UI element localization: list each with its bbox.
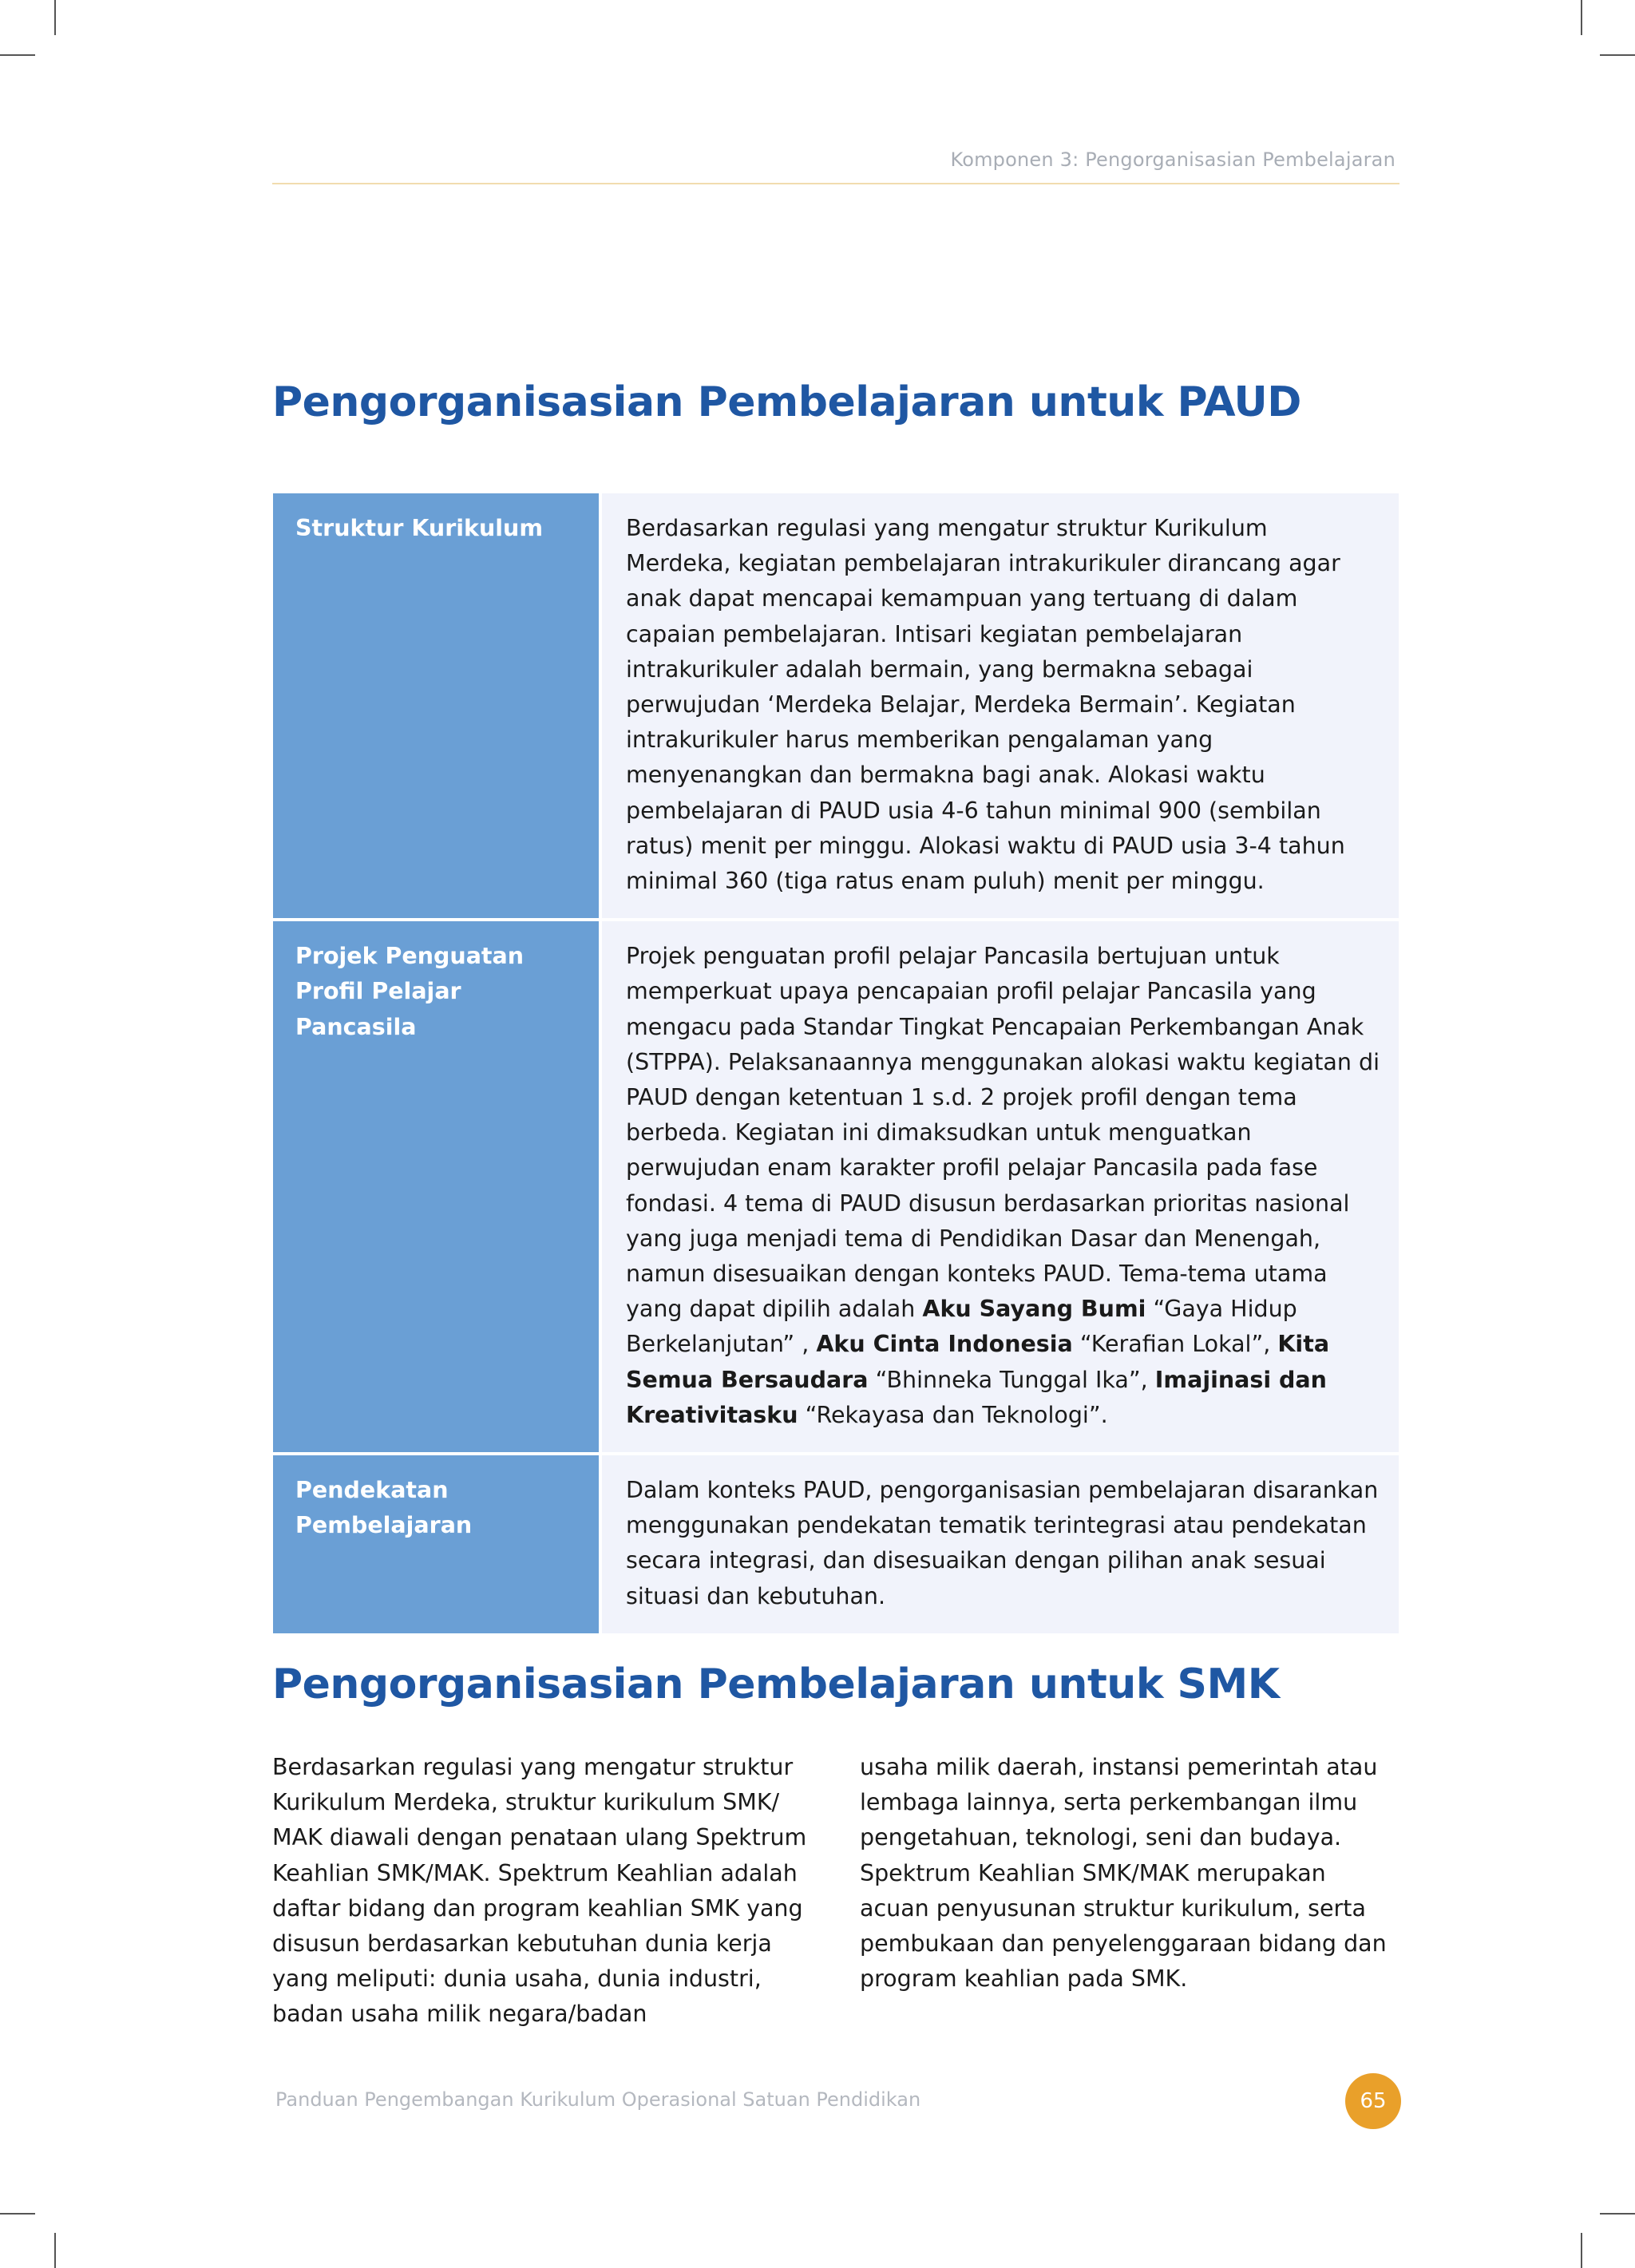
row-label-text: Struktur Kurikulum	[295, 515, 544, 541]
table-row	[273, 1454, 1399, 1633]
theme-name: Aku Cinta Indonesia	[816, 1331, 1073, 1358]
row-label-line: Pembelajaran	[295, 1512, 473, 1539]
running-footer: Panduan Pengembangan Kurikulum Operasional Satuan Pendidikan	[275, 2088, 921, 2111]
row-label-line: Pendekatan	[295, 1477, 449, 1504]
crop-mark	[0, 2213, 35, 2215]
crop-mark	[1600, 54, 1635, 56]
theme-desc: “Gaya Hidup Berkelanjutan” ,	[626, 1296, 1297, 1358]
theme-desc: “Kerafian Lokal”,	[1079, 1331, 1271, 1358]
smk-body	[272, 1750, 1399, 2032]
table-row	[273, 493, 1399, 920]
row-content-text: Projek penguatan profil pelajar Pancasila bertujuan untuk memperkuat upaya pencapaian profil pelajar Pancasila yang mengacu pada Standar Tingkat Pencapaian Perkembangan Anak (STPPA). Pelaksanaannya menggunakan alokasi waktu kegiatan di PAUD dengan ketentuan 1 s.d. 2 projek profil dengan tema berbeda. Kegiatan ini dimaksudkan untuk menguatkan perwujudan enam karakter profil pelajar Pancasila pada fase fondasi. 4 tema di PAUD disusun berdasarkan prioritas nasional yang juga menjadi tema di Pendidikan Dasar dan Menengah, namun disesuaikan dengan konteks PAUD. Tema-tema utama yang dapat dipilih adalah	[626, 943, 1380, 1323]
crop-mark	[1581, 2233, 1582, 2268]
crop-mark	[54, 2233, 56, 2268]
page-number-badge: 65	[1345, 2073, 1401, 2129]
section-title-smk: Pengorganisasian Pembelajaran untuk SMK	[272, 1660, 1280, 1708]
row-label-line: Profil Pelajar Pancasila	[295, 978, 461, 1040]
crop-mark	[54, 0, 56, 35]
theme-name: Aku Sayang Bumi	[922, 1296, 1146, 1323]
running-header: Komponen 3: Pengorganisasian Pembelajaran	[950, 148, 1395, 171]
table-row	[273, 920, 1399, 1454]
crop-mark	[0, 54, 35, 56]
row-content	[600, 920, 1399, 1454]
paragraph: Berdasarkan regulasi yang mengatur struktur Kurikulum Merdeka, struktur kurikulum SMK/ MAK diawali dengan penataan ulang Spektrum Keahlian SMK/MAK. Spektrum Keahlian adalah daftar bidang dan program keahlian SMK yang disusun berdasarkan kebutuhan dunia kerja yang meliputi: dunia usaha, dunia industri, badan usaha milik negara/badan	[272, 1754, 807, 2028]
section-title-paud: Pengorganisasian Pembelajaran untuk PAUD	[272, 378, 1301, 426]
row-content	[600, 1454, 1399, 1633]
row-label	[273, 493, 600, 920]
theme-name: Imajinasi dan Kreativitasku	[626, 1366, 1327, 1428]
row-label	[273, 1454, 600, 1633]
row-content	[600, 493, 1399, 920]
paragraph: usaha milik daerah, instansi pemerintah atau lembaga lainnya, serta perkembangan ilmu pengetahuan, teknologi, seni dan budaya. Spektrum Keahlian SMK/MAK merupakan acuan penyusunan struktur kurikulum, serta pembukaan dan penyelenggaraan bidang dan program keahlian pada SMK.	[860, 1754, 1387, 1993]
text-column-right	[860, 1750, 1399, 2032]
paud-table	[273, 493, 1399, 1633]
row-label-line: Projek Penguatan	[295, 943, 525, 970]
theme-name: Kita Semua Bersaudara	[626, 1331, 1330, 1393]
header-divider	[272, 183, 1399, 184]
row-label	[273, 920, 600, 1454]
row-content-text: Dalam konteks PAUD, pengorganisasian pembelajaran disarankan menggunakan pendekatan tematik terintegrasi atau pendekatan secara integrasi, dan disesuaikan dengan pilihan anak sesuai situasi dan kebutuhan.	[626, 1477, 1379, 1609]
theme-desc: “Bhinneka Tunggal Ika”,	[875, 1366, 1148, 1393]
crop-mark	[1581, 0, 1582, 35]
text-column-left	[272, 1750, 812, 2032]
row-content-text: Berdasarkan regulasi yang mengatur struktur Kurikulum Merdeka, kegiatan pembelajaran intrakurikuler dirancang agar anak dapat mencapai kemampuan yang tertuang di dalam capaian pembelajaran. Intisari kegiatan pembelajaran intrakurikuler adalah bermain, yang bermakna sebagai perwujudan ‘Merdeka Belajar, Merdeka Bermain’. Kegiatan intrakurikuler harus memberikan pengalaman yang menyenangkan dan bermakna bagi anak. Alokasi waktu pembelajaran di PAUD usia 4-6 tahun minimal 900 (sembilan ratus) menit per minggu. Alokasi waktu di PAUD usia 3-4 tahun minimal 360 (tiga ratus enam puluh) menit per minggu.	[626, 515, 1345, 895]
crop-mark	[1600, 2213, 1635, 2215]
theme-desc: “Rekayasa dan Teknologi”.	[805, 1401, 1108, 1428]
